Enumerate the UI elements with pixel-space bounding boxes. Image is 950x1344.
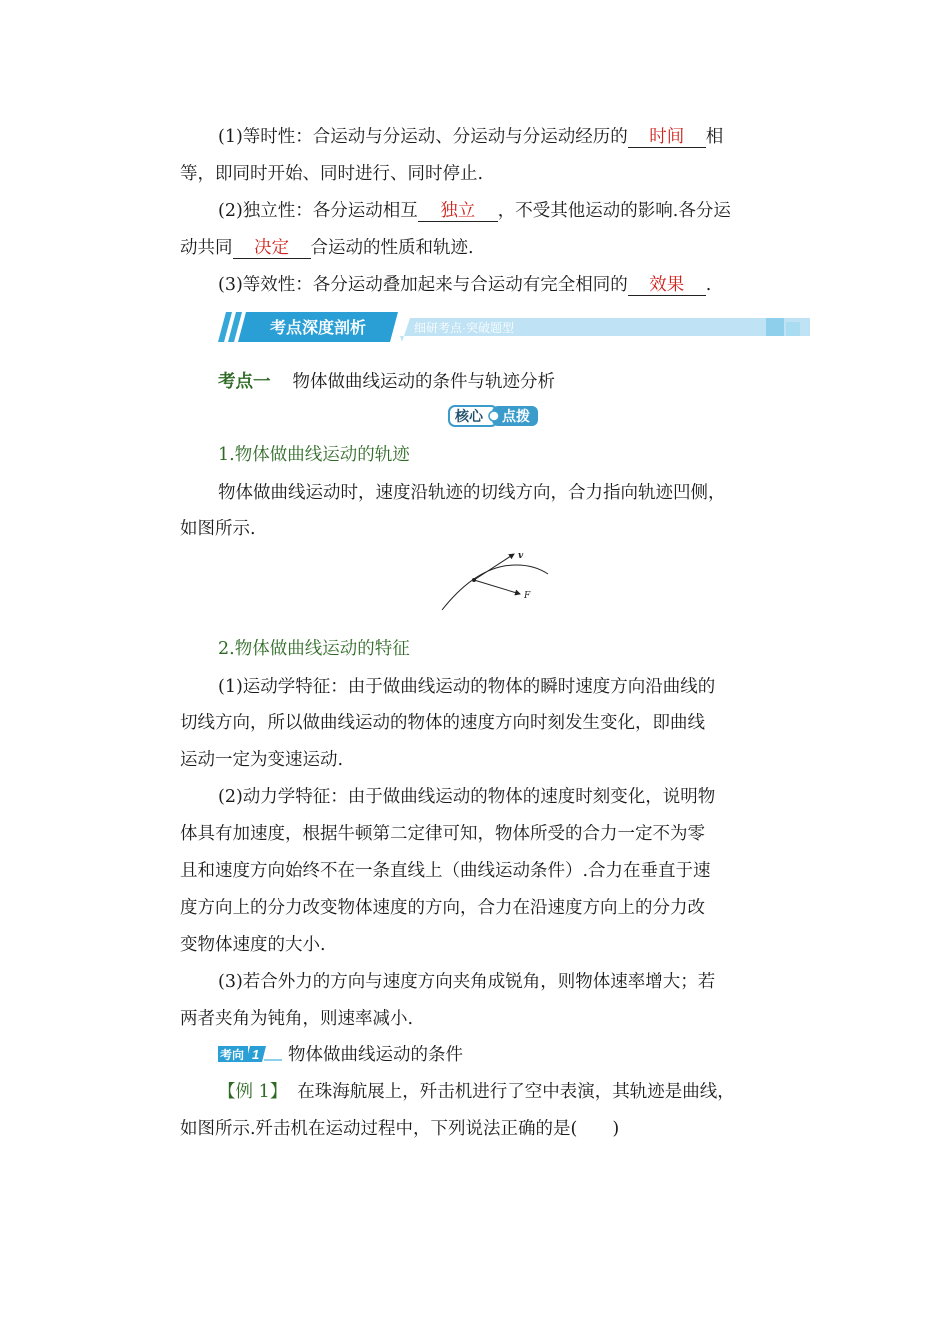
- label-v: v: [518, 551, 524, 561]
- dynamics-line-4: 度方向上的分力改变物体速度的方向，合力在沿速度方向上的分力改: [180, 898, 705, 918]
- intro-para-1-cont: 等，即同时开始、同时进行、同时停止.: [180, 164, 484, 184]
- example-line-2: 如图所示.歼击机在运动过程中，下列说法正确的是( ): [180, 1119, 620, 1139]
- text: 合运动的性质和轨迹.: [310, 238, 474, 258]
- angle-line-1: (3)若合外力的方向与速度方向夹角成锐角，则物体速率增大；若: [218, 972, 716, 992]
- kinematics-line-3: 运动一定为变速运动.: [180, 750, 344, 770]
- intro-para-2-cont: [180, 236, 780, 260]
- answer-blank: 时间: [628, 127, 706, 148]
- badge-graphic: [448, 404, 540, 428]
- force-arrow: [474, 580, 520, 594]
- question-tag-graphic: [218, 1044, 282, 1064]
- answer-blank: 决定: [233, 238, 311, 259]
- dynamics-line-2: 体具有加速度，根据牛顿第二定律可知，物体所受的合力一定不为零: [180, 824, 705, 844]
- banner-title: 考点深度剖析: [270, 320, 367, 337]
- question-title: 物体做曲线运动的条件: [288, 1045, 463, 1065]
- dynamics-line-5: 变物体速度的大小.: [180, 935, 326, 955]
- label-f: F: [524, 591, 531, 601]
- badge-right: 点拨: [502, 408, 530, 424]
- answer-blank: 独立: [418, 201, 498, 222]
- topic-heading: [218, 370, 818, 394]
- dynamics-line-3: 且和速度方向始终不在一条直线上（曲线运动条件）.合力在垂直于速: [180, 861, 711, 881]
- part1-line1: 物体做曲线运动时，速度沿轨迹的切线方向，合力指向轨迹凹侧，: [218, 483, 726, 503]
- dynamics-line-1: (2)动力学特征：由于做曲线运动的物体的速度时刻变化，说明物: [218, 787, 716, 807]
- text: (1)等时性：合运动与分运动、分运动与分运动经历的: [218, 127, 628, 147]
- core-tip-badge: [448, 404, 540, 428]
- answer-blank: 效果: [628, 275, 706, 296]
- question-tag: [218, 1044, 282, 1064]
- text: 相: [705, 127, 724, 147]
- example-text: 在珠海航展上，歼击机进行了空中表演，其轨迹是曲线，: [297, 1082, 735, 1102]
- text: ，不受其他运动的影响.各分运: [497, 201, 731, 221]
- intro-para-1: [218, 125, 818, 149]
- kinematics-line-1: (1)运动学特征：由于做曲线运动的物体的瞬时速度方向沿曲线的: [218, 677, 716, 697]
- trajectory-figure: [438, 546, 550, 614]
- angle-line-2: 两者夹角为钝角，则速率减小.: [180, 1009, 414, 1029]
- example-line-1: [218, 1080, 818, 1104]
- part1-heading: 1.物体做曲线运动的轨迹: [218, 445, 410, 465]
- question-tag-label: 考向: [220, 1048, 245, 1062]
- kinematics-line-2: 切线方向，所以做曲线运动的物体的速度方向时刻发生变化，即曲线: [180, 713, 705, 733]
- topic-label: 考点一: [218, 372, 271, 392]
- badge-left: 核心: [455, 408, 483, 424]
- banner-graphic: [218, 312, 810, 342]
- text: (3)等效性：各分运动叠加起来与合运动有完全相同的: [218, 275, 628, 295]
- trajectory-diagram: [438, 546, 550, 614]
- text: 动共同: [180, 238, 233, 258]
- intro-para-2: [218, 199, 818, 223]
- part2-heading: 2.物体做曲线运动的特征: [218, 639, 410, 659]
- banner-subtitle: 细研考点·突破题型: [414, 321, 514, 335]
- topic-title: 物体做曲线运动的条件与轨迹分析: [292, 372, 555, 392]
- part1-line2: 如图所示.: [180, 519, 256, 539]
- text: (2)独立性：各分运动相互: [218, 201, 418, 221]
- trajectory-curve: [442, 565, 548, 610]
- question-tag-number: 1: [252, 1047, 260, 1062]
- text: .: [705, 275, 712, 295]
- section-banner: [218, 312, 810, 342]
- example-tag: 【例 1】: [218, 1082, 288, 1102]
- velocity-arrow: [474, 554, 514, 580]
- intro-para-3: [218, 273, 818, 297]
